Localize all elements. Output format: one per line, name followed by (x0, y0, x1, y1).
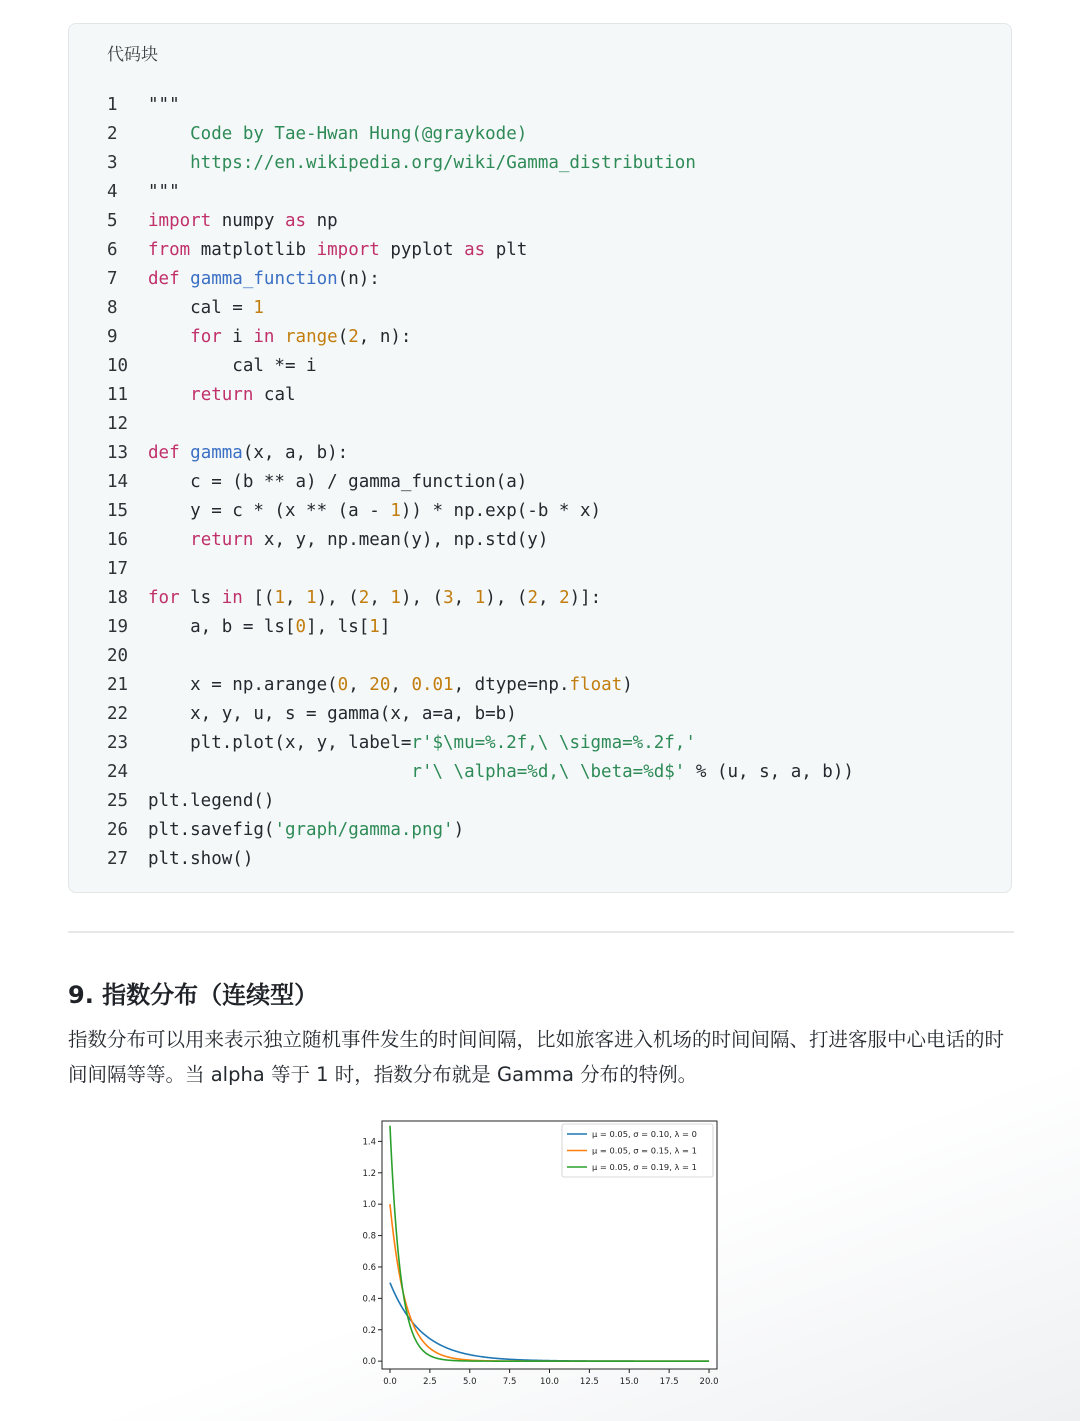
code-token: 0 (295, 617, 307, 637)
code-text (148, 120, 527, 149)
code-token: float (569, 675, 623, 695)
code-line (69, 497, 1011, 526)
code-token: plt.show() (148, 849, 254, 869)
code-token: (n): (337, 269, 380, 289)
code-line (69, 845, 1011, 874)
code-text (148, 758, 854, 787)
code-token: r'$\mu=%.2f,\ \sigma=%.2f,' (411, 733, 696, 753)
code-token: matplotlib (190, 240, 317, 260)
code-line (69, 381, 1011, 410)
code-token: ) (453, 820, 465, 840)
exponential-distribution-chart (355, 1118, 735, 1394)
line-number: 20 (107, 646, 129, 666)
line-number: 10 (107, 356, 129, 376)
code-token: 'graph/gamma.png' (274, 820, 454, 840)
code-token: for (190, 327, 222, 347)
line-number: 4 (107, 182, 118, 202)
code-text (148, 323, 411, 352)
line-number: 7 (107, 269, 118, 289)
code-token: ), ( (485, 588, 528, 608)
code-text (148, 787, 274, 816)
code-token: def (148, 443, 180, 463)
code-token: plt.legend() (148, 791, 275, 811)
line-number: 13 (107, 443, 129, 463)
code-token (180, 269, 191, 289)
code-token: from (148, 240, 191, 260)
code-text (148, 497, 601, 526)
code-token: x = np.arange( (148, 675, 338, 695)
code-token: , (537, 588, 560, 608)
code-token (148, 385, 190, 405)
code-token (148, 327, 190, 347)
code-text (148, 149, 696, 178)
code-token: 1 (274, 588, 285, 608)
x-tick-label: 20.0 (699, 1377, 719, 1387)
line-number: 16 (107, 530, 129, 550)
code-token: , (390, 675, 412, 695)
line-number: 6 (107, 240, 118, 260)
code-token: import (316, 240, 380, 260)
code-line (69, 178, 1011, 207)
code-token: ), ( (316, 588, 359, 608)
code-lines[interactable] (69, 91, 1011, 874)
code-token: cal (253, 385, 296, 405)
x-tick-label: 12.5 (579, 1377, 599, 1387)
line-number: 17 (107, 559, 129, 579)
line-number: 21 (107, 675, 129, 695)
code-text (148, 845, 253, 874)
code-line (69, 91, 1011, 120)
x-tick-label: 7.5 (502, 1377, 517, 1387)
code-token: ) (622, 675, 633, 695)
section-divider (68, 931, 1014, 933)
code-line (69, 236, 1011, 265)
section-title: 9. 指数分布（连续型） (68, 981, 319, 1009)
code-token: 2 (348, 327, 359, 347)
y-tick-label: 0.0 (362, 1357, 376, 1368)
chart-svg (355, 1118, 735, 1394)
line-number: 25 (107, 791, 129, 811)
code-line (69, 265, 1011, 294)
code-text (148, 439, 348, 468)
code-token: ], ls[ (306, 617, 370, 637)
code-line (69, 555, 1011, 584)
code-token: cal = (148, 298, 254, 318)
x-tick-label: 15.0 (619, 1377, 639, 1387)
line-number: 26 (107, 820, 129, 840)
line-number: 19 (107, 617, 129, 637)
code-token: ] (379, 617, 391, 637)
code-token: , (285, 588, 307, 608)
section-paragraph: 指数分布可以用来表示独立随机事件发生的时间间隔，比如旅客进入机场的时间间隔、打进客服中心电话的时间间隔等等。当 alpha 等于 1 时，指数分布就是 Gamma 分布的特例。 (68, 1028, 1005, 1086)
code-token: 0 (337, 675, 349, 695)
y-tick-label: 0.4 (362, 1294, 376, 1305)
legend-label: μ = 0.05, σ = 0.10, λ = 0 (592, 1129, 697, 1139)
code-token: 1 (253, 298, 264, 318)
code-line (69, 700, 1011, 729)
code-token: as (284, 211, 307, 231)
code-token: r'\ \alpha=%d,\ \beta=%d$' (411, 762, 686, 782)
code-text (148, 91, 180, 120)
code-token: , (453, 588, 475, 608)
line-number: 18 (107, 588, 129, 608)
code-token: gamma (190, 443, 243, 463)
line-number: 8 (107, 298, 118, 318)
x-tick-label: 17.5 (659, 1377, 679, 1387)
code-token: Code by Tae-Hwan Hung(@graykode) (148, 124, 528, 144)
y-tick-label: 1.4 (362, 1137, 376, 1148)
line-number: 23 (107, 733, 129, 753)
code-token: """ (148, 95, 180, 115)
code-text (148, 265, 380, 294)
code-token: , dtype=np. (453, 675, 570, 695)
code-line (69, 671, 1011, 700)
x-tick-label: 10.0 (540, 1377, 559, 1387)
y-tick-label: 0.6 (362, 1262, 376, 1273)
code-token (148, 530, 190, 550)
code-text (148, 671, 633, 700)
code-token: as (464, 240, 486, 260)
code-line (69, 787, 1011, 816)
code-token: cal *= i (148, 356, 317, 376)
code-token: gamma_function (190, 269, 338, 289)
code-line (69, 584, 1011, 613)
code-text (148, 613, 390, 642)
code-token: np (306, 211, 338, 231)
code-line (69, 526, 1011, 555)
code-block-header: 代码块 (107, 45, 158, 65)
line-number: 14 (107, 472, 129, 492)
line-number: 12 (107, 414, 129, 434)
code-text (148, 207, 338, 236)
code-text (148, 236, 527, 265)
code-token: 0.01 (411, 675, 454, 695)
code-token: 1 (306, 588, 317, 608)
code-token: in (221, 588, 243, 608)
code-line (69, 439, 1011, 468)
code-token: , n): (358, 327, 412, 347)
code-text (148, 381, 296, 410)
code-line (69, 149, 1011, 178)
code-token: ( (337, 327, 349, 347)
code-text (148, 468, 527, 497)
code-token: i (221, 327, 254, 347)
y-tick-label: 0.8 (362, 1231, 376, 1242)
x-tick-label: 2.5 (423, 1377, 437, 1387)
legend-label: μ = 0.05, σ = 0.15, λ = 1 (592, 1145, 697, 1156)
code-token: , (348, 675, 370, 695)
code-token: range (285, 327, 338, 347)
code-token: ), ( (400, 588, 444, 608)
code-token: plt (485, 240, 528, 260)
code-line (69, 729, 1011, 758)
code-token (180, 443, 191, 463)
code-token: https://en.wikipedia.org/wiki/Gamma_distribution (148, 153, 696, 173)
code-token: 2 (559, 588, 570, 608)
code-token: 2 (358, 588, 370, 608)
code-token: a, b = ls[ (148, 617, 296, 637)
code-token: [( (242, 588, 275, 608)
code-token: 1 (474, 588, 486, 608)
code-line (69, 207, 1011, 236)
code-text (148, 729, 696, 758)
line-number: 2 (107, 124, 118, 144)
line-number: 11 (107, 385, 129, 405)
x-tick-label: 0.0 (383, 1377, 397, 1387)
y-tick-label: 1.0 (362, 1200, 376, 1211)
line-number: 27 (107, 849, 129, 869)
line-number: 24 (107, 762, 129, 782)
code-text (148, 700, 517, 729)
code-line (69, 468, 1011, 497)
code-token: def (148, 269, 180, 289)
code-token: c = (b ** a) / gamma_function(a) (148, 472, 528, 492)
code-token: )) * np.exp(-b * x) (400, 501, 602, 521)
code-text (148, 526, 548, 555)
code-text (148, 816, 464, 845)
code-line (69, 816, 1011, 845)
legend-label: μ = 0.05, σ = 0.19, λ = 1 (592, 1162, 697, 1172)
code-line (69, 323, 1011, 352)
code-block (68, 23, 1012, 893)
code-token: in (253, 327, 275, 347)
code-line (69, 613, 1011, 642)
code-token: numpy (211, 211, 285, 231)
code-token: ls (179, 588, 222, 608)
code-token: , (369, 588, 391, 608)
code-token: return (190, 385, 254, 405)
code-token: 20 (369, 675, 391, 695)
code-token: return (190, 530, 254, 550)
line-number: 3 (107, 153, 118, 173)
code-token: y = c * (x ** (a - (148, 501, 391, 521)
code-line (69, 294, 1011, 323)
line-number: 5 (107, 211, 118, 231)
code-text (148, 294, 264, 323)
code-token: plt.savefig( (148, 820, 275, 840)
x-tick-label: 5.0 (462, 1377, 477, 1387)
code-token (148, 762, 411, 782)
y-tick-label: 1.2 (362, 1168, 376, 1179)
code-token: 3 (443, 588, 454, 608)
code-token: for (148, 588, 180, 608)
code-token: (x, a, b): (242, 443, 349, 463)
code-token: 1 (390, 501, 401, 521)
line-number: 15 (107, 501, 129, 521)
code-line (69, 410, 1011, 439)
code-token: """ (148, 182, 180, 202)
code-text (148, 178, 180, 207)
code-line (69, 642, 1011, 671)
code-token: pyplot (379, 240, 465, 260)
code-token (274, 327, 285, 347)
code-token: import (148, 211, 212, 231)
code-token: 1 (369, 617, 380, 637)
line-number: 9 (107, 327, 118, 347)
code-token: plt.plot(x, y, label= (148, 733, 412, 753)
y-tick-label: 0.2 (362, 1325, 376, 1336)
code-token: )]: (569, 588, 602, 608)
line-number: 1 (107, 95, 118, 115)
code-token: 2 (527, 588, 538, 608)
code-line (69, 120, 1011, 149)
line-number: 22 (107, 704, 129, 724)
code-token: x, y, u, s = gamma(x, a=a, b=b) (148, 704, 517, 724)
code-token: % (u, s, a, b)) (685, 762, 854, 782)
code-text (148, 352, 317, 381)
code-token: 1 (390, 588, 401, 608)
code-line (69, 758, 1011, 787)
code-token: x, y, np.mean(y), np.std(y) (253, 530, 549, 550)
code-text (148, 584, 601, 613)
code-line (69, 352, 1011, 381)
